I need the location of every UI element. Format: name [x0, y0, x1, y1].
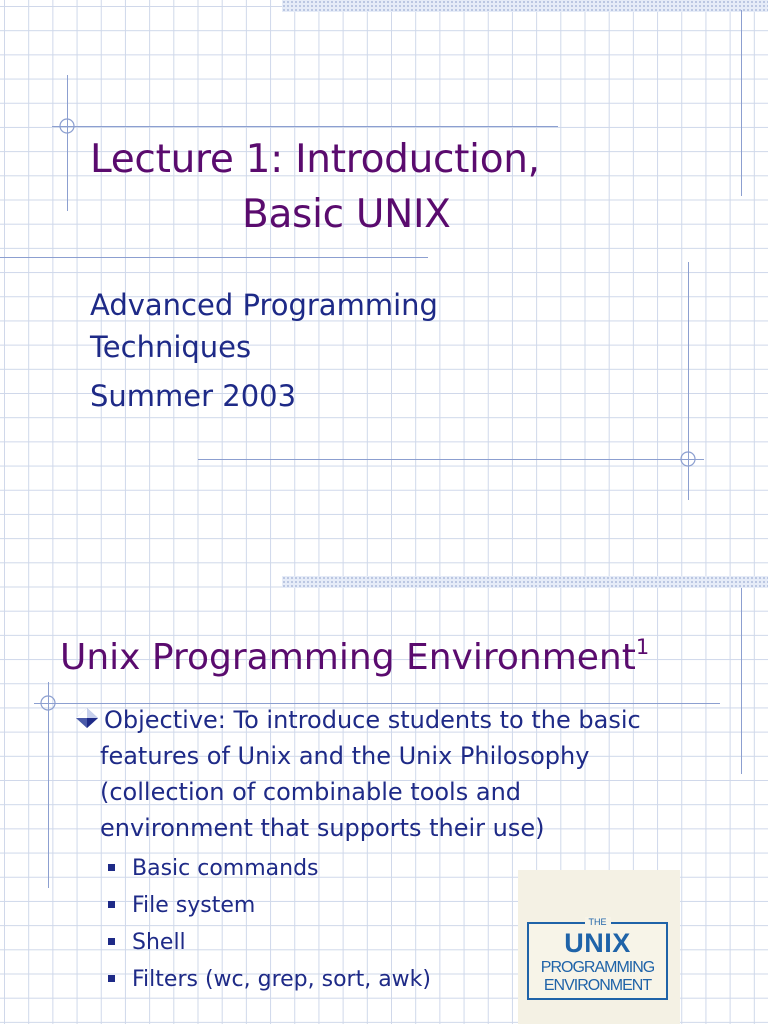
term-label: Summer 2003 [90, 379, 297, 413]
slide-title [90, 132, 650, 242]
book-cover-line-2: ENVIRONMENT [543, 977, 652, 994]
book-cover-line-1: PROGRAMMING [540, 959, 655, 976]
slide-title-text: Unix Programming Environment [60, 637, 636, 678]
book-cover-the: THE [585, 917, 611, 927]
objective-line: environment that supports their use) [100, 814, 545, 842]
objective-line: (collection of combinable tools and [100, 778, 522, 806]
crosshair-mark [36, 691, 60, 715]
list-item-label: File system [132, 893, 256, 918]
objective-line: features of Unix and the Unix Philosophy [100, 742, 590, 770]
vertical-rule-right [741, 588, 742, 774]
slide-subtitle [90, 284, 610, 417]
vertical-rule-right [741, 10, 742, 196]
book-cover-frame [527, 917, 668, 1000]
book-cover-image [518, 870, 680, 1024]
title-line-1: Lecture 1: Introduction, [90, 137, 540, 182]
horizontal-rule-mid [0, 257, 428, 258]
list-item [108, 924, 431, 961]
square-bullet-icon [108, 938, 115, 945]
course-name-line-1: Advanced Programming [90, 288, 438, 322]
list-item [108, 887, 431, 924]
vertical-rule-left [67, 75, 68, 211]
square-bullet-icon [108, 864, 115, 871]
square-bullet-icon [108, 975, 115, 982]
objective-paragraph [74, 702, 724, 846]
crosshair-mark-lower [676, 447, 700, 471]
list-item [108, 961, 431, 998]
crosshair-mark-top [55, 114, 79, 138]
footnote-marker: 1 [635, 635, 650, 659]
top-dotted-stripe [282, 0, 768, 12]
list-item-label: Basic commands [132, 856, 319, 881]
top-dotted-stripe [282, 576, 768, 588]
horizontal-rule-top [52, 126, 558, 127]
diamond-bullet-icon [74, 703, 104, 725]
book-cover-unix: UNIX [564, 928, 631, 958]
list-item [108, 850, 431, 887]
objective-lead-text: Objective: To introduce students to the basic [104, 706, 641, 734]
topic-list [108, 850, 431, 998]
list-item-label: Shell [132, 930, 186, 955]
list-item-label: Filters (wc, grep, sort, awk) [132, 967, 431, 992]
content-slide [0, 576, 768, 1024]
horizontal-rule-lower [198, 459, 704, 460]
slide-title [60, 624, 649, 681]
square-bullet-icon [108, 901, 115, 908]
title-line-2: Basic UNIX [242, 192, 451, 237]
course-name-line-2: Techniques [90, 330, 252, 364]
